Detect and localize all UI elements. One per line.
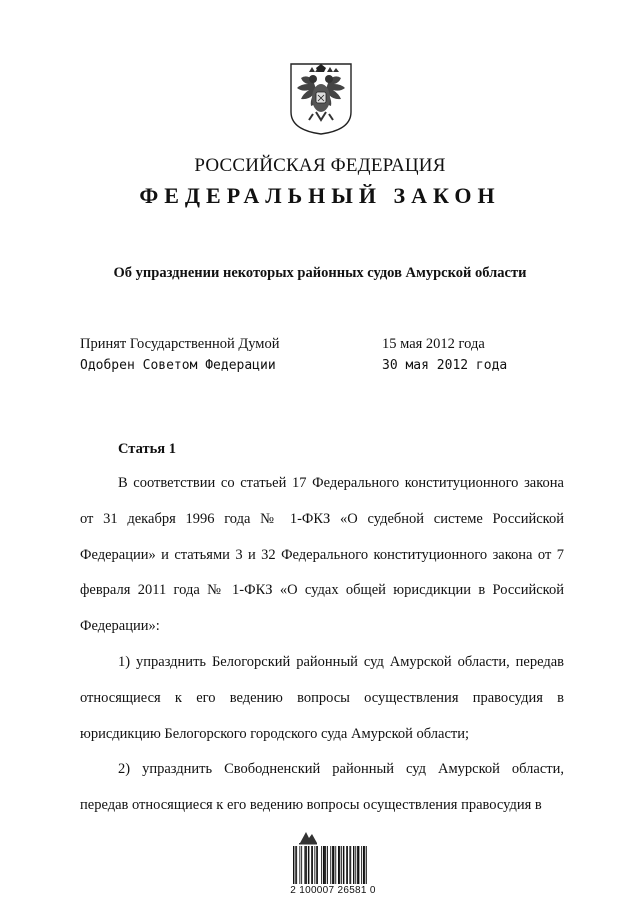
article-paragraph: В соответствии со статьей 17 Федерального конституционного закона от 31 декабря 1996 года № 1-ФКЗ «О судебной системе Российской Федерации» и статьями 3 и 32 Федерального конституционного закона от 7 февраля 2011 года № 1-ФКЗ «О судах общей юрисдикции в Российской Федерации»: [80,475,564,635]
article-title: Статья 1 [118,441,176,457]
law-type-heading: ФЕДЕРАЛЬНЫЙ ЗАКОН [139,183,501,208]
article-paragraph: 1) упразднить Белогорский районный суд Амурской области, передав относящиеся к его ведению вопросы осуществления правосудия в юрисдикцию Белогорского городского суда Амурской области; [80,653,564,742]
coat-of-arms-icon [289,62,353,136]
adoption-date: 30 мая 2012 года [382,358,508,373]
press-logo-icon [297,829,319,845]
barcode [283,829,377,899]
country-heading: РОССИЙСКАЯ ФЕДЕРАЦИЯ [194,155,446,176]
barcode-number: 2 100007 26581 0 [290,885,376,896]
adoption-label: Принят Государственной Думой [80,336,280,352]
article-body [80,466,564,824]
barcode-bars [293,846,367,884]
article-paragraph: 2) упразднить Свободненский районный суд Амурской области, передав относящиеся к его ведению вопросы осуществления правосудия в [80,761,564,814]
adoption-date: 15 мая 2012 года [382,336,485,352]
adoption-label: Одобрен Советом Федерации [80,358,276,373]
law-title: Об упразднении некоторых районных судов Амурской области [113,265,527,281]
